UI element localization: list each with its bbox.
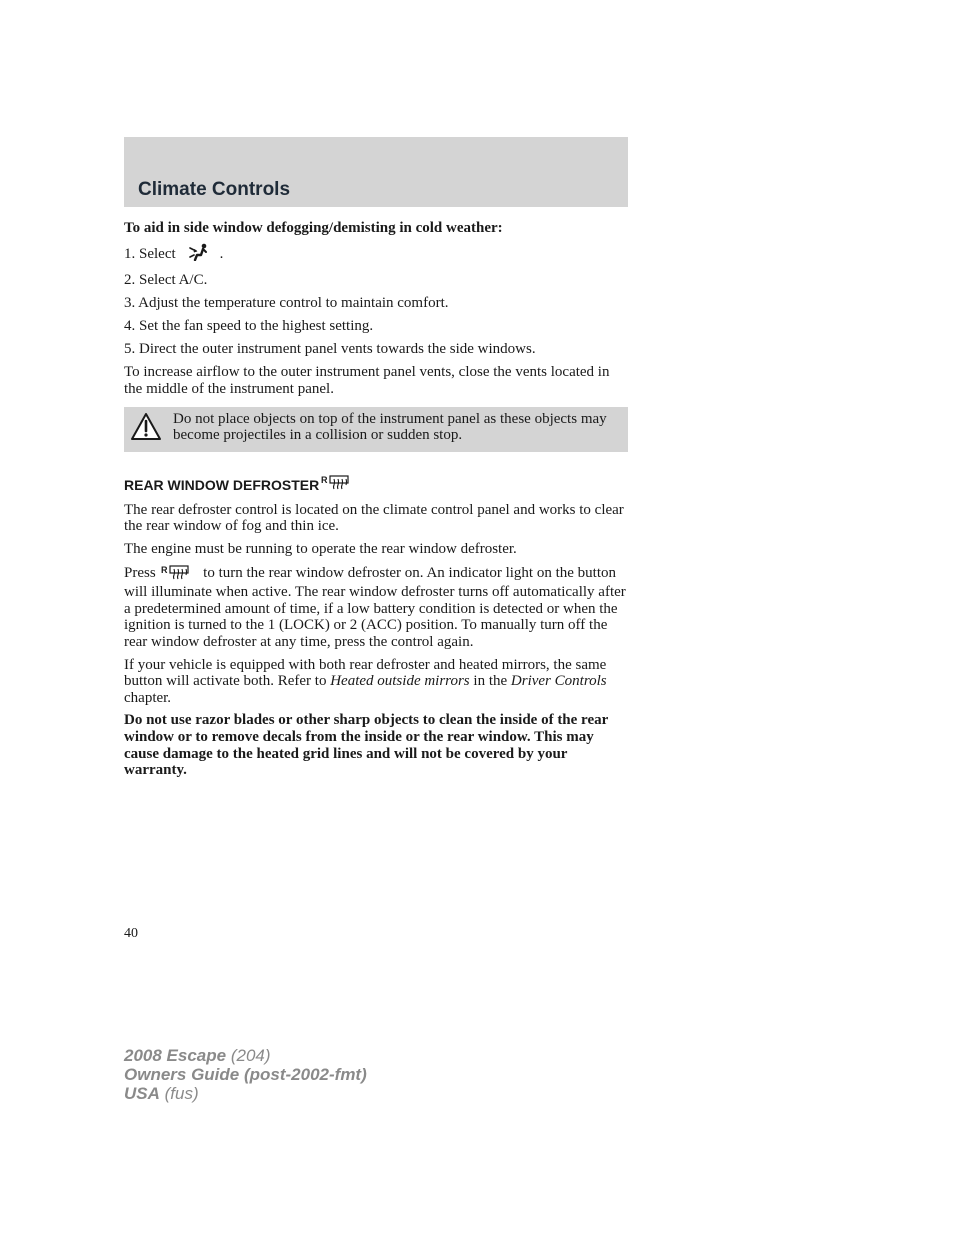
p4-ref-heated-mirrors: Heated outside mirrors bbox=[330, 673, 470, 690]
p4-part-a: If your vehicle is equipped with both rear defroster and heated mirrors, the same button will activate both. Refer to bbox=[124, 656, 607, 690]
step-1 bbox=[124, 243, 628, 266]
step-1-prefix: 1. Select bbox=[124, 245, 176, 262]
footer-model-code: (204) bbox=[230, 1046, 271, 1065]
rear-defroster-p2: The engine must be running to operate the rear window defroster. bbox=[124, 541, 517, 558]
page-content bbox=[124, 220, 628, 785]
warning-box bbox=[124, 407, 628, 452]
svg-text:R: R bbox=[161, 564, 168, 575]
section-heading-rear-defroster bbox=[124, 474, 628, 494]
step-4: 4. Set the fan speed to the highest setting. bbox=[124, 317, 374, 334]
floor-defrost-mode-icon bbox=[188, 243, 210, 266]
rear-defroster-p3 bbox=[124, 564, 628, 651]
chapter-title: Climate Controls bbox=[138, 179, 291, 200]
p4-part-b: in the bbox=[473, 673, 508, 690]
step-1-suffix: . bbox=[219, 245, 224, 262]
step-5: 5. Direct the outer instrument panel vents towards the side windows. bbox=[124, 340, 536, 357]
document-footer bbox=[124, 1046, 367, 1103]
intro-heading: To aid in side window defogging/demisting in cold weather: bbox=[124, 220, 503, 236]
footer-guide: Owners Guide (post-2002-fmt) bbox=[124, 1065, 367, 1084]
chapter-header-band bbox=[124, 137, 628, 207]
warning-triangle-icon bbox=[130, 412, 162, 447]
p3-prefix: Press bbox=[124, 564, 156, 581]
svg-text:R: R bbox=[321, 475, 328, 486]
p3-rest: to turn the rear window defroster on. An indicator light on the button will illuminate when active. The rear window defroster turns off automatically after a predetermined amount of time, if a low battery condition is detected or when the ignition is turned to the 1 (LOCK) or 2 (ACC) position. To manually turn off the rear window defroster at any time, press the control again. bbox=[124, 564, 626, 650]
footer-line-2 bbox=[124, 1065, 367, 1084]
section-heading-text: REAR WINDOW DEFROSTER bbox=[124, 477, 320, 494]
page-number: 40 bbox=[124, 926, 138, 941]
footer-model: 2008 Escape bbox=[124, 1046, 227, 1065]
warning-text: Do not place objects on top of the instrument panel as these objects may become projectiles in a collision or sudden stop. bbox=[173, 411, 607, 444]
p4-ref-driver-controls: Driver Controls bbox=[510, 673, 607, 690]
step-2: 2. Select A/C. bbox=[124, 271, 208, 288]
rear-defroster-p4 bbox=[124, 657, 628, 707]
p4-part-c: chapter. bbox=[124, 689, 172, 706]
footer-market-code: (fus) bbox=[164, 1084, 199, 1103]
footer-market: USA bbox=[124, 1084, 160, 1103]
rear-defroster-p1: The rear defroster control is located on the climate control panel and works to clear the rear window of fog and thin ice. bbox=[124, 501, 624, 535]
footer-line-3 bbox=[124, 1084, 367, 1103]
rear-window-caution: Do not use razor blades or other sharp objects to clean the inside of the rear window or to remove decals from the inside or the rear window. This may cause damage to the heated grid lines and will not be covered by your warranty. bbox=[124, 712, 608, 779]
footer-line-1 bbox=[124, 1046, 367, 1065]
rear-defrost-icon bbox=[321, 474, 351, 494]
rear-defrost-button-icon bbox=[161, 564, 191, 585]
step-3: 3. Adjust the temperature control to maintain comfort. bbox=[124, 294, 449, 311]
airflow-note: To increase airflow to the outer instrument panel vents, close the vents located in the middle of the instrument panel. bbox=[124, 364, 610, 397]
